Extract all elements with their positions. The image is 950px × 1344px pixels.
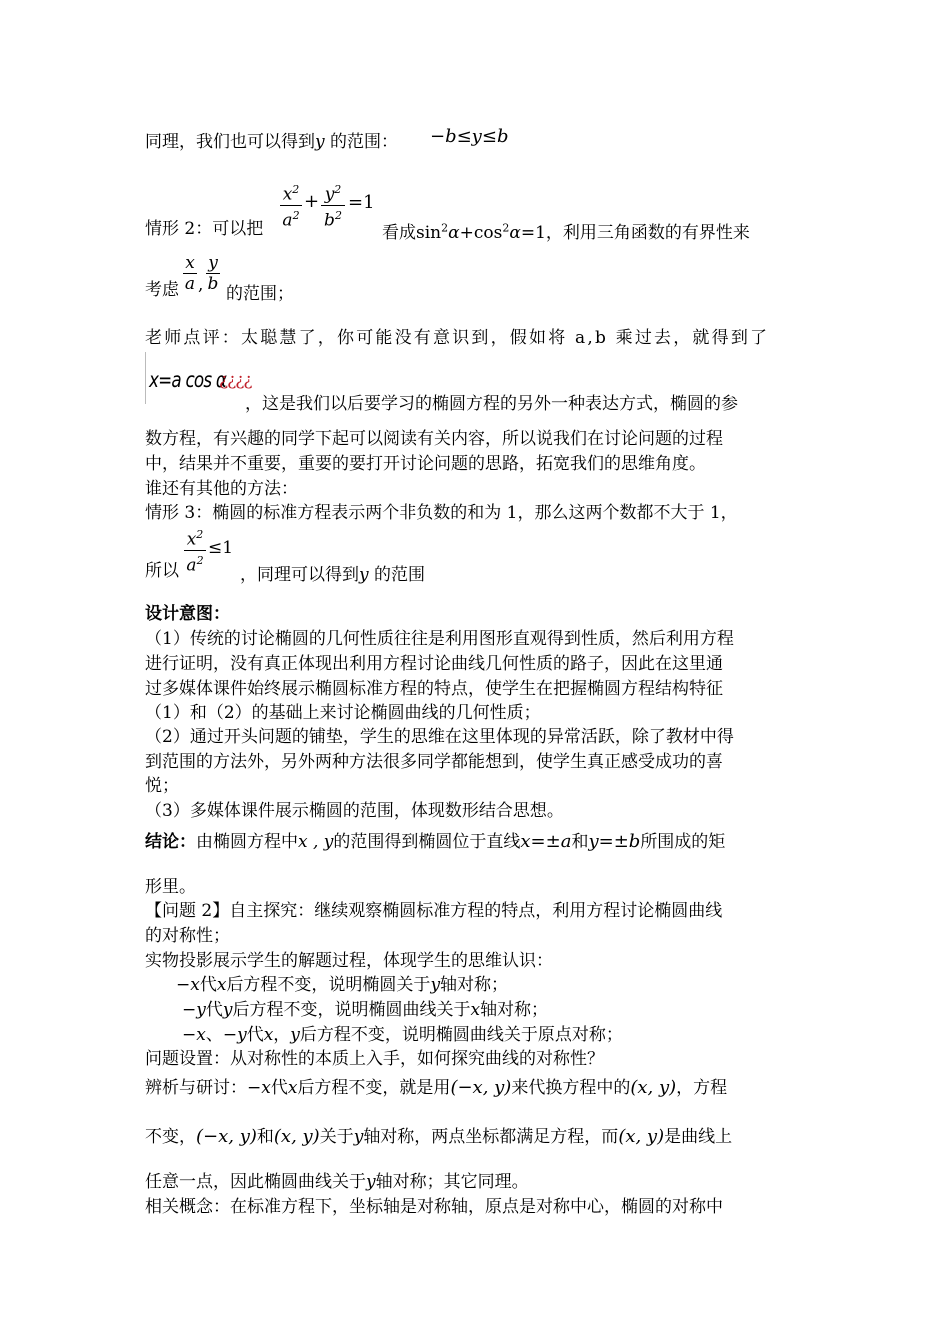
teacher-comment-line4: 中，结果并不重要，重要的要打开讨论问题的思路，拓宽我们的思维角度。 <box>145 454 706 474</box>
q2-symmetry-origin: −x、−y代x，y后方程不变，说明椭圆曲线关于原点对称； <box>182 1025 623 1045</box>
case2-see-as: 看成$\sin^2\alpha+\cos^2\alpha=1$，利用三角函数的有界性来 <box>382 221 750 243</box>
text: 同理，我们也可以得到 <box>145 132 315 152</box>
q2-line1: 【问题 2】自主探究：继续观察椭圆标准方程的特点，利用方程讨论椭圆曲线 <box>145 901 723 921</box>
fraction-x2-a2-case3: $x^2$ $a^2$ <box>184 525 206 575</box>
text: 的范围： <box>324 132 399 152</box>
le-one: ≤1 <box>208 538 234 558</box>
range-text: 的范围； <box>226 284 294 304</box>
teacher-comment-line5: 谁还有其他的方法： <box>145 479 298 499</box>
q2-line3: 实物投影展示学生的解题过程，体现学生的思维认识： <box>145 951 553 971</box>
q2-setup: 问题设置：从对称性的本质上入手，如何探究曲线的对称性？ <box>145 1049 604 1069</box>
design-heading: 设计意图： <box>145 604 230 624</box>
q2-line2: 的对称性； <box>145 926 230 946</box>
teacher-comment-line2: ，这是我们以后要学习的椭圆方程的另外一种表达方式，椭圆的参 <box>245 394 738 414</box>
comma: , <box>198 275 204 295</box>
case2-label: 情形 2：可以把 <box>145 219 264 239</box>
design-line: （2）通过开头问题的铺垫，学生的思维在这里体现的异常活跃，除了教材中得 <box>145 727 734 747</box>
design-line: 过多媒体课件始终展示椭圆标准方程的特点，使学生在把握椭圆方程结构特征 <box>145 679 723 699</box>
teacher-comment-line1: 老师点评：太聪慧了，你可能没有意识到，假如将 a,b 乘过去，就得到了 <box>145 328 770 348</box>
design-line: （1）和（2）的基础上来讨论椭圆曲线的几何性质； <box>145 703 541 723</box>
formula-image <box>145 352 252 404</box>
case3-so: 所以 <box>145 561 179 581</box>
formula-garbled: ¿¿¿¿ <box>219 370 252 390</box>
conclusion-line2: 形里。 <box>145 877 196 897</box>
design-line: （3）多媒体课件展示椭圆的范围，体现数形结合思想。 <box>145 801 564 821</box>
teacher-comment-line3: 数方程，有兴趣的同学下起可以阅读有关内容，所以说我们在讨论问题的过程 <box>145 429 723 449</box>
formula-x-eq: x=a cos α <box>149 368 227 392</box>
analysis-line2: 不变，(−x, y)和(x, y)关于y轴对称，两点坐标都满足方程，而(x, y)是曲线上 <box>145 1126 733 1147</box>
analysis-line3: 任意一点，因此椭圆曲线关于y轴对称；其它同理。 <box>145 1172 529 1192</box>
trig-identity: $\sin^2\alpha+\cos^2\alpha=1$ <box>416 221 546 243</box>
q2-symmetry-y: −x代x后方程不变，说明椭圆关于y轴对称； <box>176 975 509 995</box>
conclusion-line: 结论：由椭圆方程中x , y的范围得到椭圆位于直线x=±a和y=±b所围成的矩 <box>145 831 726 852</box>
fraction-x2-a2: $x^2$ $a^2$ <box>280 180 302 230</box>
design-line: 进行证明，没有真正体现出利用方程讨论曲线几何性质的路子，因此在这里通 <box>145 654 723 674</box>
design-line: 到范围的方法外，另外两种方法很多同学都能想到，使学生真正感受成功的喜 <box>145 752 723 772</box>
analysis-line1: 辨析与研讨：−x代x后方程不变，就是用(−x, y)来代换方程中的(x, y)，方程 <box>145 1077 728 1098</box>
analysis-line4: 相关概念：在标准方程下，坐标轴是对称轴，原点是对称中心，椭圆的对称中 <box>145 1197 723 1217</box>
consider-text: 考虑 <box>145 280 179 300</box>
design-line: 悦； <box>145 776 179 796</box>
q2-symmetry-x: −y代y后方程不变，说明椭圆曲线关于x轴对称； <box>182 1000 549 1020</box>
case3-line1: 情形 3：椭圆的标准方程表示两个非负数的和为 1，那么这两个数都不大于 1， <box>145 503 738 523</box>
fraction-x-a: x a <box>184 253 196 294</box>
plus-sign: + <box>304 191 320 212</box>
math-range-y: −b≤y≤b <box>430 126 509 147</box>
fraction-y2-b2: $y^2$ $b^2$ <box>321 180 345 230</box>
design-line: （1）传统的讨论椭圆的几何性质往往是利用图形直观得到性质，然后利用方程 <box>145 629 734 649</box>
equals-one: =1 <box>348 192 375 213</box>
fraction-y-b: y b <box>207 253 219 294</box>
range-y-line <box>145 131 398 153</box>
math-var: y <box>315 132 325 152</box>
case3-tail: ，同理可以得到y 的范围 <box>240 565 426 585</box>
